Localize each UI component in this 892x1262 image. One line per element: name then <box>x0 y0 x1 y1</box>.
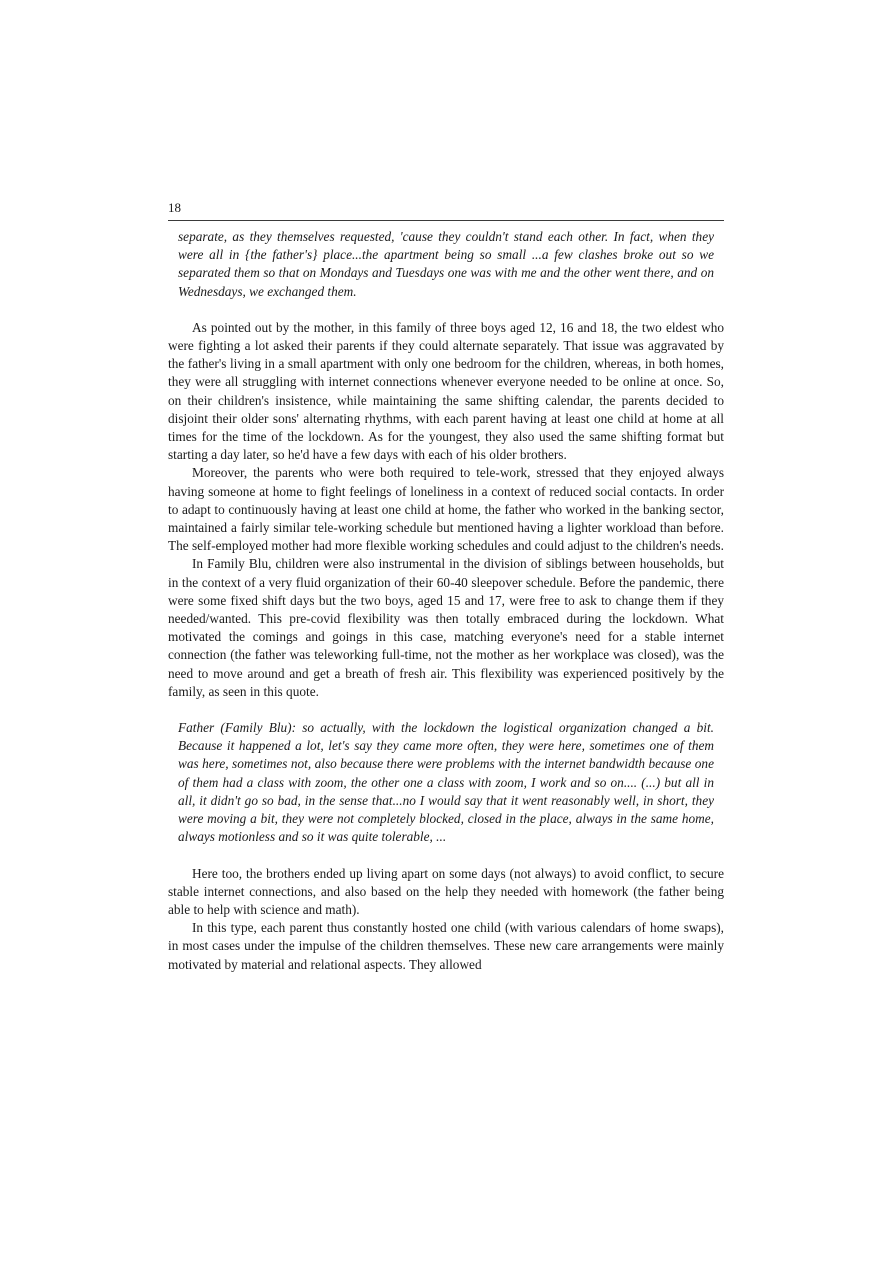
page-header <box>168 200 724 221</box>
paragraph-mother-three-boys: As pointed out by the mother, in this family of three boys aged 12, 16 and 18, the two eldest who were fighting a lot asked their parents if they could alternate separately. That issue was aggravated by the father's living in a small apartment with only one bedroom for the children, whereas, in both homes, they were all struggling with internet connections whenever everyone needed to be online at once. So, on their children's insistence, while maintaining the same shifting calendar, the parents decided to disjoint their older sons' alternating rhythms, with each parent having at least one child at home at all times for the time of the lockdown. As for the youngest, they also used the same shifting format but starting a day later, so he'd have a few days with each of his older brothers. <box>168 319 724 463</box>
quote-father-family-blu: Father (Family Blu): so actually, with the lockdown the logistical organization changed a bit. Because it happened a lot, let's say they came more often, they were here, sometimes one of them was here, sometimes not, also because there were problems with the internet bandwidth because one of them had a class with zoom, the other one a class with zoom, I work and so on.... (...) but all in all, it didn't go so bad, in the sense that...no I would say that it went reasonably well, in short, they were moving a bit, they were not completely blocked, closed in the place, always in the same home, always motionless and so it was quite tolerable, ... <box>178 720 714 845</box>
paragraph-type-summary: In this type, each parent thus constantly hosted one child (with various calendars of home swaps), in most cases under the impulse of the children themselves. These new care arrangements were mainly motivated by material and relational aspects. They allowed <box>168 920 724 972</box>
paragraph-telework-parents: Moreover, the parents who were both required to tele-work, stressed that they enjoyed always having someone at home to fight feelings of loneliness in a context of reduced social contacts. In order to adapt to continuously having at least one child at home, the father who worked in the banking sector, maintained a fairly similar tele-working schedule but mentioned having a lighter workload than before. The self-employed mother had more flexible working schedules and could adjust to the children's needs. <box>168 465 724 554</box>
paragraph-family-blu: In Family Blu, children were also instrumental in the division of siblings between households, but in the context of a very fluid organization of their 60-40 sleepover schedule. Before the pandemic, there were some fixed shift days but the two boys, aged 15 and 17, were free to ask to change them if they needed/wanted. This pre-covid flexibility was then totally embraced during the lockdown. What motivated the comings and goings in this case, matching everyone's need for a stable internet connection (the father was teleworking full-time, not the mother as her workplace was closed), was the need to move around and get a breath of fresh air. This flexibility was experienced positively by the family, as seen in this quote. <box>168 556 724 699</box>
page-body <box>168 228 724 974</box>
paragraph-brothers-apart: Here too, the brothers ended up living apart on some days (not always) to avoid conflict, to secure stable internet connections, and also based on the help they needed with homework (the father being able to help with science and math). <box>168 865 724 917</box>
page-number: 18 <box>168 200 181 215</box>
quote-continuation: separate, as they themselves requested, 'cause they couldn't stand each other. In fact, when they were all in {the father's} place...the apartment being so small ...a few clashes broke out so we separated them so that on Mondays and Tuesdays one was with me and the other went there, and on Wednesdays, we exchanged them. <box>178 229 714 299</box>
